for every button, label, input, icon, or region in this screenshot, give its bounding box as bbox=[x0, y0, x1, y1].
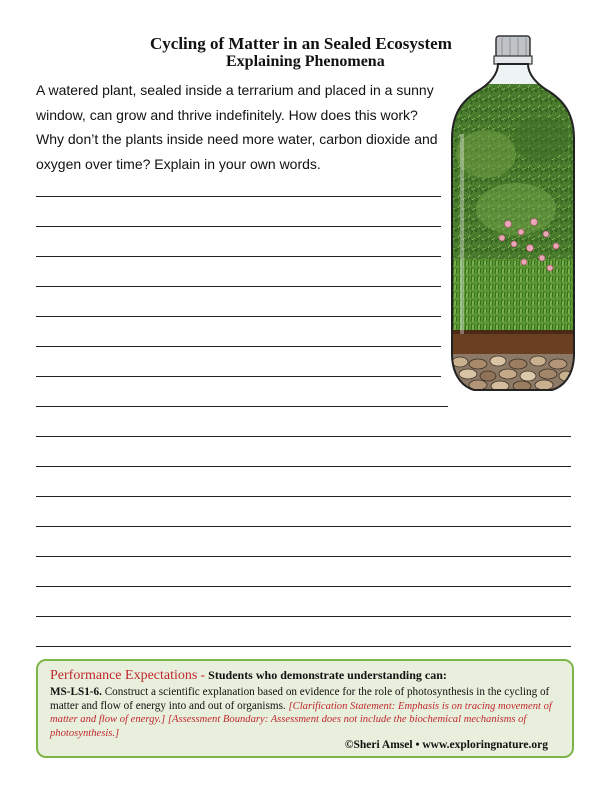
answer-line[interactable] bbox=[36, 376, 441, 377]
question-prompt: A watered plant, sealed inside a terrarium and placed in a sunny window, can grow and thrive indefinitely. How does this work? Why don’t the plants inside need more water, carbon dioxide and oxygen over time? Explain in your own words. bbox=[36, 82, 438, 172]
pe-dash: - bbox=[197, 667, 209, 682]
answer-line[interactable] bbox=[36, 496, 571, 497]
answer-line[interactable] bbox=[36, 586, 571, 587]
performance-expectations-box bbox=[36, 659, 574, 758]
pe-statement: Construct a scientific explanation based on evidence for the role of photosynthesis in the cycling of matter and flow of energy into and out of organisms. bbox=[50, 686, 550, 712]
answer-line[interactable] bbox=[36, 646, 571, 647]
pe-code: MS-LS1-6. bbox=[50, 686, 102, 698]
answer-line[interactable] bbox=[36, 466, 571, 467]
pe-intro: Students who demonstrate understanding can: bbox=[208, 668, 447, 682]
answer-line[interactable] bbox=[36, 226, 441, 227]
answer-line[interactable] bbox=[36, 556, 571, 557]
answer-line[interactable] bbox=[36, 196, 441, 197]
answer-line[interactable] bbox=[36, 406, 448, 407]
answer-line[interactable] bbox=[36, 436, 571, 437]
answer-line[interactable] bbox=[36, 616, 571, 617]
pe-standard bbox=[50, 686, 566, 740]
copyright-credit: ©Sheri Amsel • www.exploringnature.org bbox=[344, 739, 548, 751]
answer-line[interactable] bbox=[36, 256, 441, 257]
answer-line[interactable] bbox=[36, 526, 571, 527]
answer-line[interactable] bbox=[36, 316, 441, 317]
page-subtitle: Explaining Phenomena bbox=[226, 53, 385, 70]
answer-line[interactable] bbox=[36, 346, 441, 347]
terrarium-bottle-illustration bbox=[446, 34, 580, 396]
pe-heading: Performance Expectations bbox=[50, 668, 198, 683]
pe-clarification: [Clarification Statement: Emphasis is on tracing movement of matter and flow of energy.] [Assessment Boundary: Assessment does not include the biochemical mechanisms of photosynthesis.] bbox=[50, 700, 552, 739]
answer-line[interactable] bbox=[36, 286, 441, 287]
pe-heading-row bbox=[50, 667, 447, 684]
page-title: Cycling of Matter in an Sealed Ecosystem bbox=[150, 34, 452, 53]
